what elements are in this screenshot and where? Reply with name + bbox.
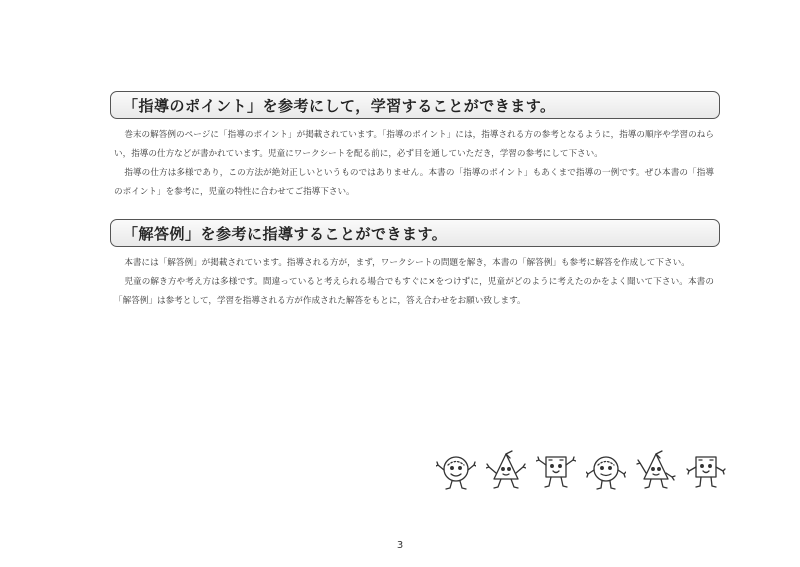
paragraph: 本書には「解答例」が掲載されています。指導される方が，まず，ワークシートの問題を解き，本書の「解答例」も参考に解答を作成して下さい。 <box>124 258 690 268</box>
square-mascot-icon <box>536 449 576 493</box>
circle-mascot-icon <box>586 449 626 493</box>
section-body <box>110 254 720 311</box>
section-heading: 「指導のポイント」を参考にして，学習することができます。 <box>123 96 556 115</box>
section-heading-box <box>110 91 720 119</box>
triangle-mascot-icon <box>636 449 676 493</box>
square-mascot-icon <box>686 449 726 493</box>
circle-mascot-icon <box>436 449 476 493</box>
paragraph: 児童の解き方や考え方は多様です。間違っていると考えられる場合でもすぐに×をつけずに，児童がどのように考えたのかをよく聞いて下さい。本書の「解答例」は参考として，学習を指導される方が作成された解答をもとに，答え合わせをお願い致します。 <box>114 277 714 306</box>
section-heading: 「解答例」を参考に指導することができます。 <box>123 224 448 243</box>
section-answer-examples <box>110 219 720 311</box>
page-number: 3 <box>396 540 404 551</box>
mascot-row <box>436 447 726 495</box>
section-body <box>110 126 720 202</box>
section-teaching-points <box>110 91 720 202</box>
paragraph: 巻末の解答例のページに「指導のポイント」が掲載されています。「指導のポイント」には，指導される方の参考となるように，指導の順序や学習のねらい，指導の仕方などが書かれています。児童にワークシートを配る前に，必ず目を通していただき，学習の参考にして下さい。 <box>114 130 714 159</box>
paragraph: 指導の仕方は多様であり，この方法が絶対正しいというものではありません。本書の「指導のポイント」もあくまで指導の一例です。ぜひ本書の「指導のポイント」を参考に，児童の特性に合わせてご指導下さい。 <box>114 168 714 197</box>
section-heading-box <box>110 219 720 247</box>
triangle-mascot-icon <box>486 449 526 493</box>
